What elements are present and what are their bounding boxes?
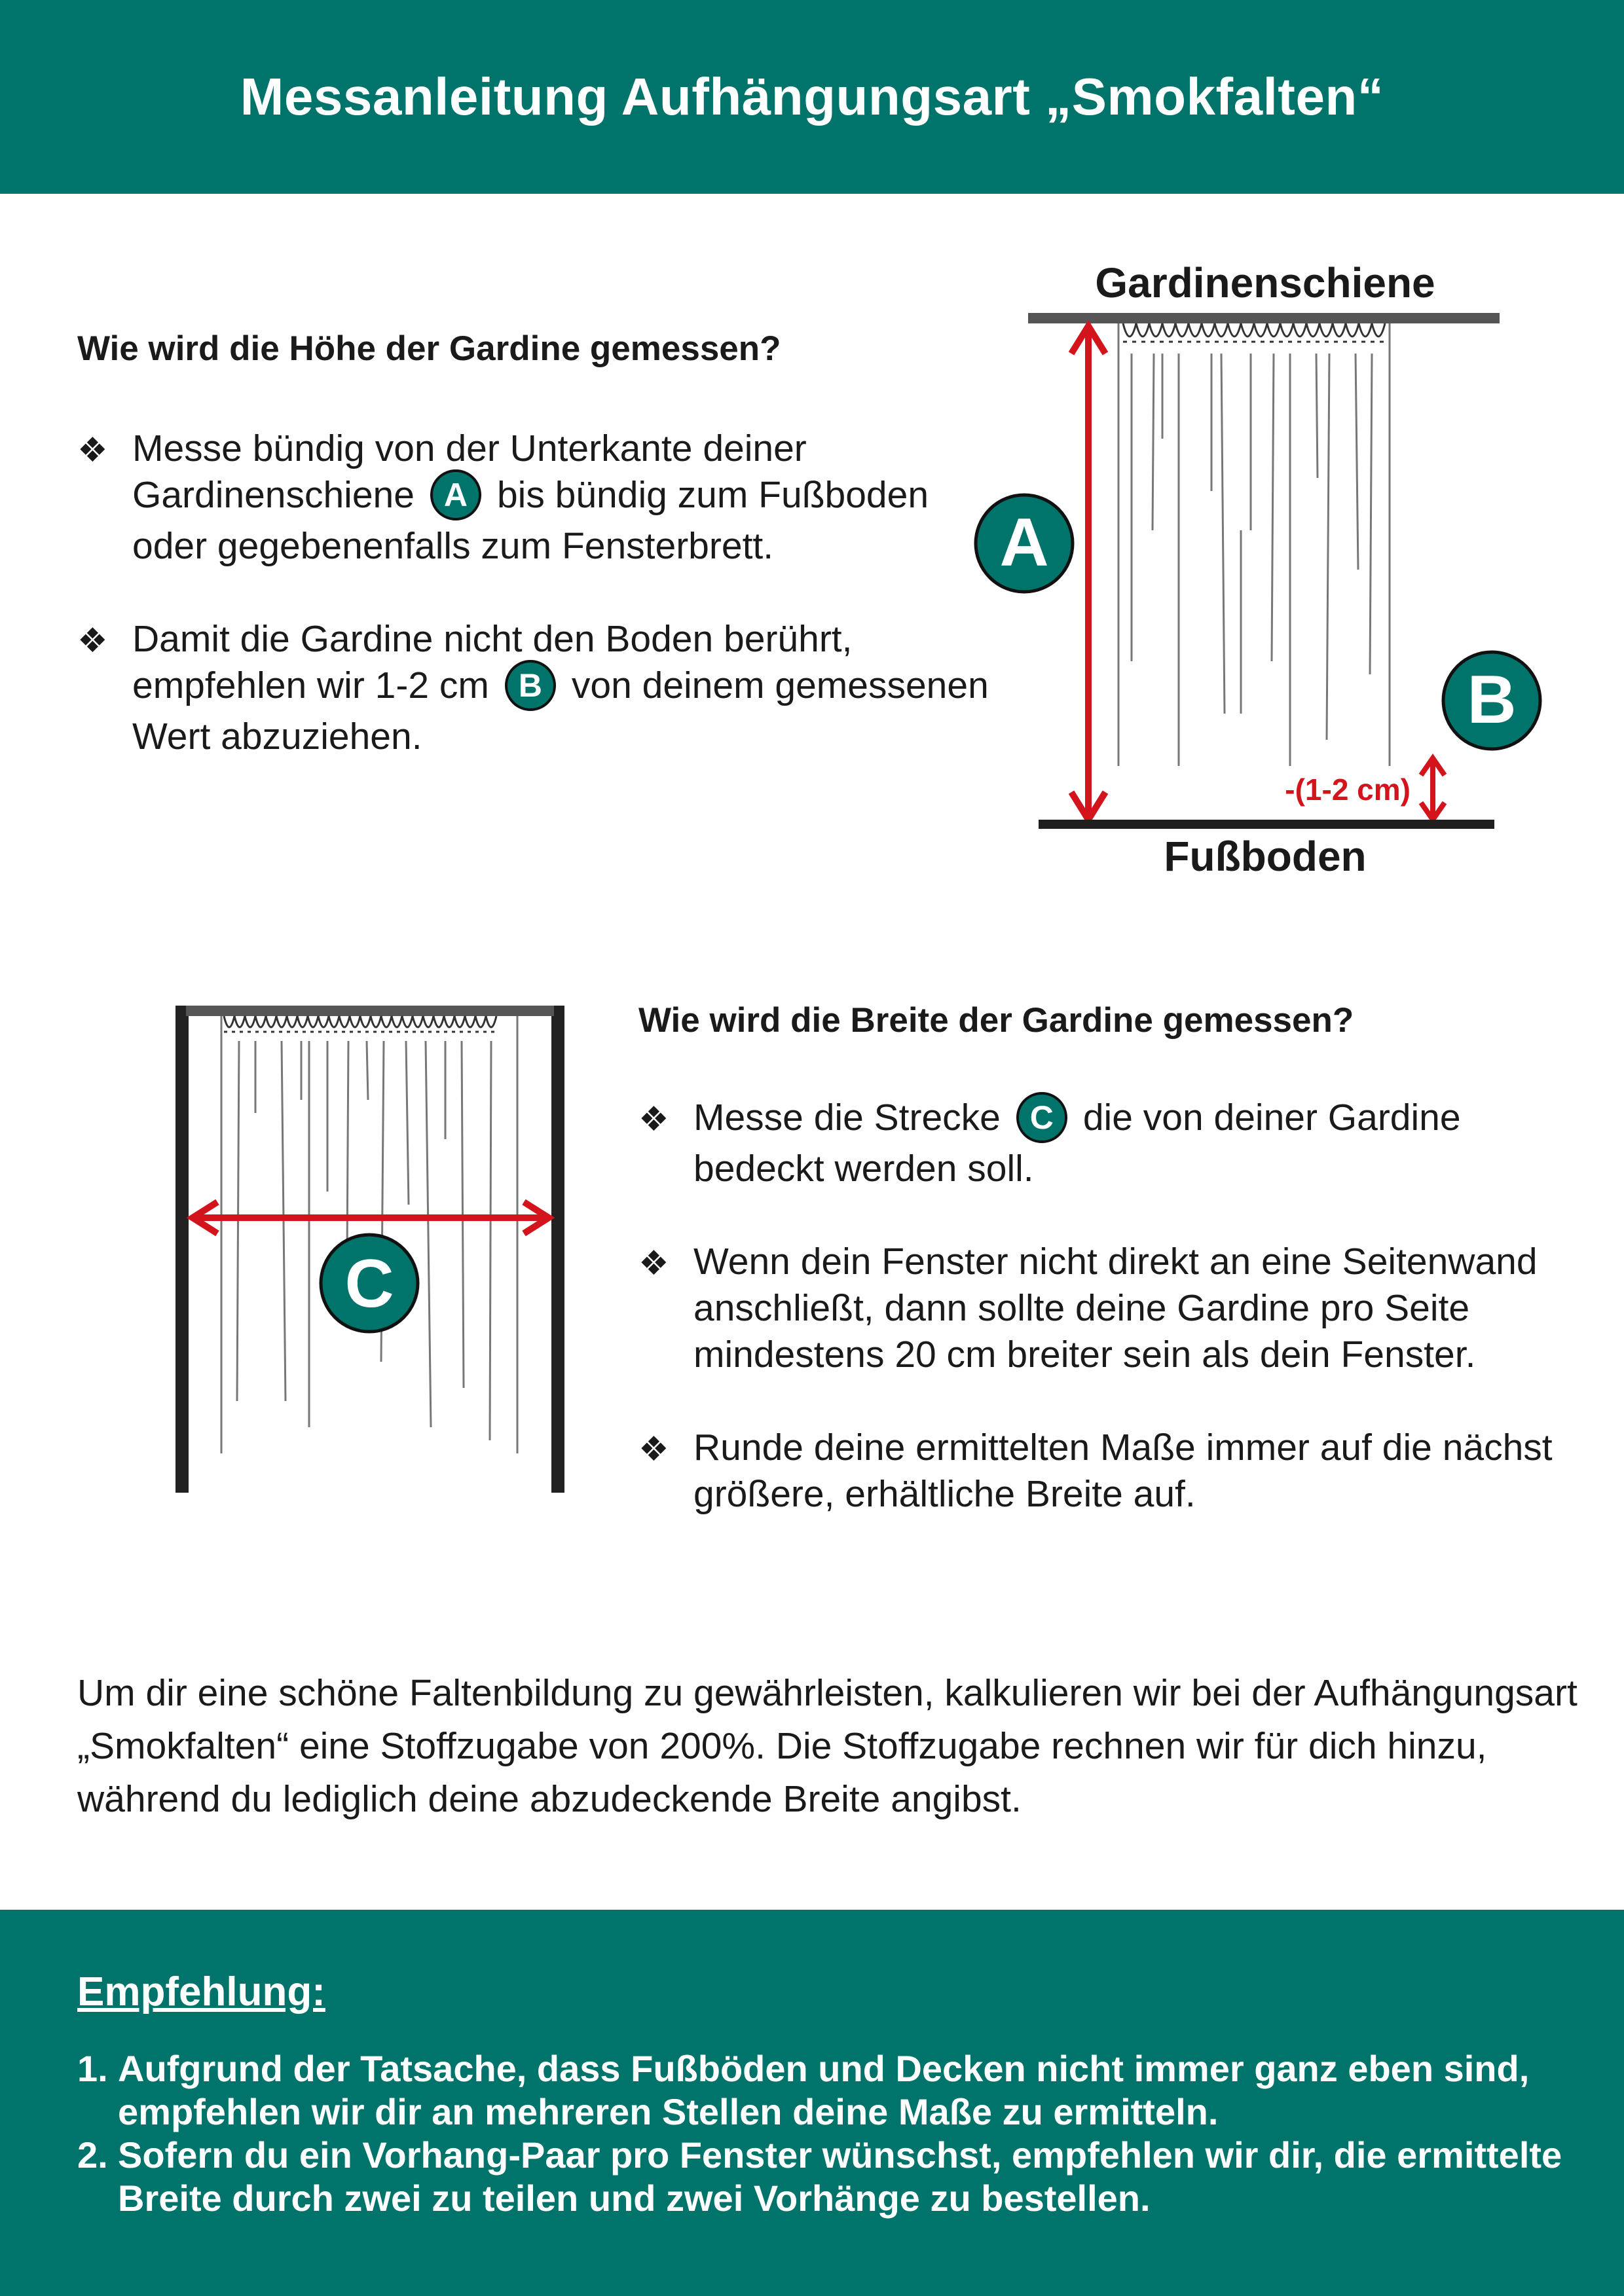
- recommendation-number: 2.: [77, 2134, 108, 2176]
- curtain-folds: [1118, 323, 1390, 766]
- diamond-bullet-icon: ❖: [638, 1101, 669, 1139]
- recommendation-footer: [0, 1910, 1624, 2296]
- width-bullet-list: [638, 1095, 1568, 1518]
- diamond-bullet-icon: ❖: [638, 1430, 669, 1468]
- height-arrow: [1071, 326, 1105, 820]
- height-question: Wie wird die Höhe der Gardine gemessen?: [77, 329, 781, 368]
- recommendation-item-2: [77, 2134, 1603, 2220]
- width-smock-gathers: [224, 1016, 496, 1032]
- marker-a-label: A: [999, 505, 1049, 581]
- width-question: Wie wird die Breite der Gardine gemessen?: [638, 1001, 1354, 1040]
- marker-c-label: C: [344, 1246, 394, 1322]
- recommendation-number: 1.: [77, 2048, 108, 2089]
- width-bullet-2-text: Wenn dein Fenster nicht direkt an eine Seitenwand anschließt, dann sollte deine Gardine pro Seite mindestens 20 cm breiter sein als dein Fenster.: [693, 1241, 1538, 1376]
- page-header: [0, 0, 1624, 194]
- fabric-allowance-paragraph: Um dir eine schöne Faltenbildung zu gewährleisten, kalkulieren wir bei der Aufhängungsart „Smokfalten“ eine Stoffzugabe von 200%. Die Stoffzugabe rechnen wir für dich hinzu, während du lediglich deine abzudeckende Breite angibst.: [77, 1672, 1578, 1820]
- width-bullet-3: [638, 1425, 1568, 1518]
- left-wall: [175, 1006, 189, 1493]
- badge-b: B: [505, 660, 556, 711]
- height-bullet-list: [77, 426, 994, 760]
- rail-label: Gardinenschiene: [1095, 259, 1435, 306]
- width-bullet-1: [638, 1095, 1568, 1192]
- recommendation-list: [77, 2047, 1603, 2220]
- width-arrow: [193, 1202, 549, 1233]
- badge-a: A: [430, 469, 481, 520]
- curtain-rail: [1028, 313, 1500, 323]
- height-bullet-2-text-end: von deinem gemessenen Wert abzuziehen.: [132, 665, 989, 757]
- badge-c: C: [1016, 1092, 1067, 1143]
- height-bullet-2: [77, 616, 994, 760]
- page-title: Messanleitung Aufhängungsart „Smokfalten“: [240, 67, 1384, 126]
- recommendation-text: Sofern du ein Vorhang-Paar pro Fenster wünschst, empfehlen wir dir, die ermittelte Breite durch zwei zu teilen und zwei Vorhänge zu bestellen.: [118, 2134, 1562, 2219]
- width-curtain-rail: [186, 1006, 554, 1016]
- width-bullet-1-text-start: Messe die Strecke: [693, 1097, 1001, 1139]
- height-bullet-1-text-end: bis bündig zum Fußboden oder gegebenenfalls zum Fensterbrett.: [132, 474, 929, 567]
- diamond-bullet-icon: ❖: [77, 622, 108, 660]
- height-bullet-2-text-start: Damit die Gardine nicht den Boden berührt, empfehlen wir 1-2 cm: [132, 618, 853, 707]
- height-bullet-1-text-start: Messe bündig von der Unterkante deiner Gardinenschiene: [132, 428, 807, 517]
- recommendation-text: Aufgrund der Tatsache, dass Fußböden und Decken nicht immer ganz eben sind, empfehlen wir dir an mehreren Stellen deine Maße zu ermitteln.: [118, 2048, 1530, 2132]
- floor-line: [1039, 820, 1494, 829]
- recommendation-item-1: [77, 2047, 1603, 2134]
- smock-gathers: [1123, 323, 1385, 342]
- gap-label: -(1-2 cm): [1285, 773, 1411, 807]
- diamond-bullet-icon: ❖: [638, 1245, 669, 1283]
- gap-arrow: [1421, 758, 1445, 820]
- width-bullet-1-text-end: die von deiner Gardine bedeckt werden soll.: [693, 1097, 1461, 1190]
- floor-label: Fußboden: [1164, 833, 1367, 880]
- width-bullet-3-text: Runde deine ermittelten Maße immer auf die nächst größere, erhältliche Breite auf.: [693, 1427, 1553, 1515]
- recommendation-title: Empfehlung:: [77, 1969, 325, 2014]
- marker-b-label: B: [1467, 662, 1517, 738]
- height-bullet-1: [77, 426, 994, 570]
- width-bullet-2: [638, 1239, 1568, 1378]
- height-diagram: [963, 255, 1572, 884]
- right-wall: [551, 1006, 564, 1493]
- width-diagram: [164, 995, 583, 1493]
- diamond-bullet-icon: ❖: [77, 431, 108, 469]
